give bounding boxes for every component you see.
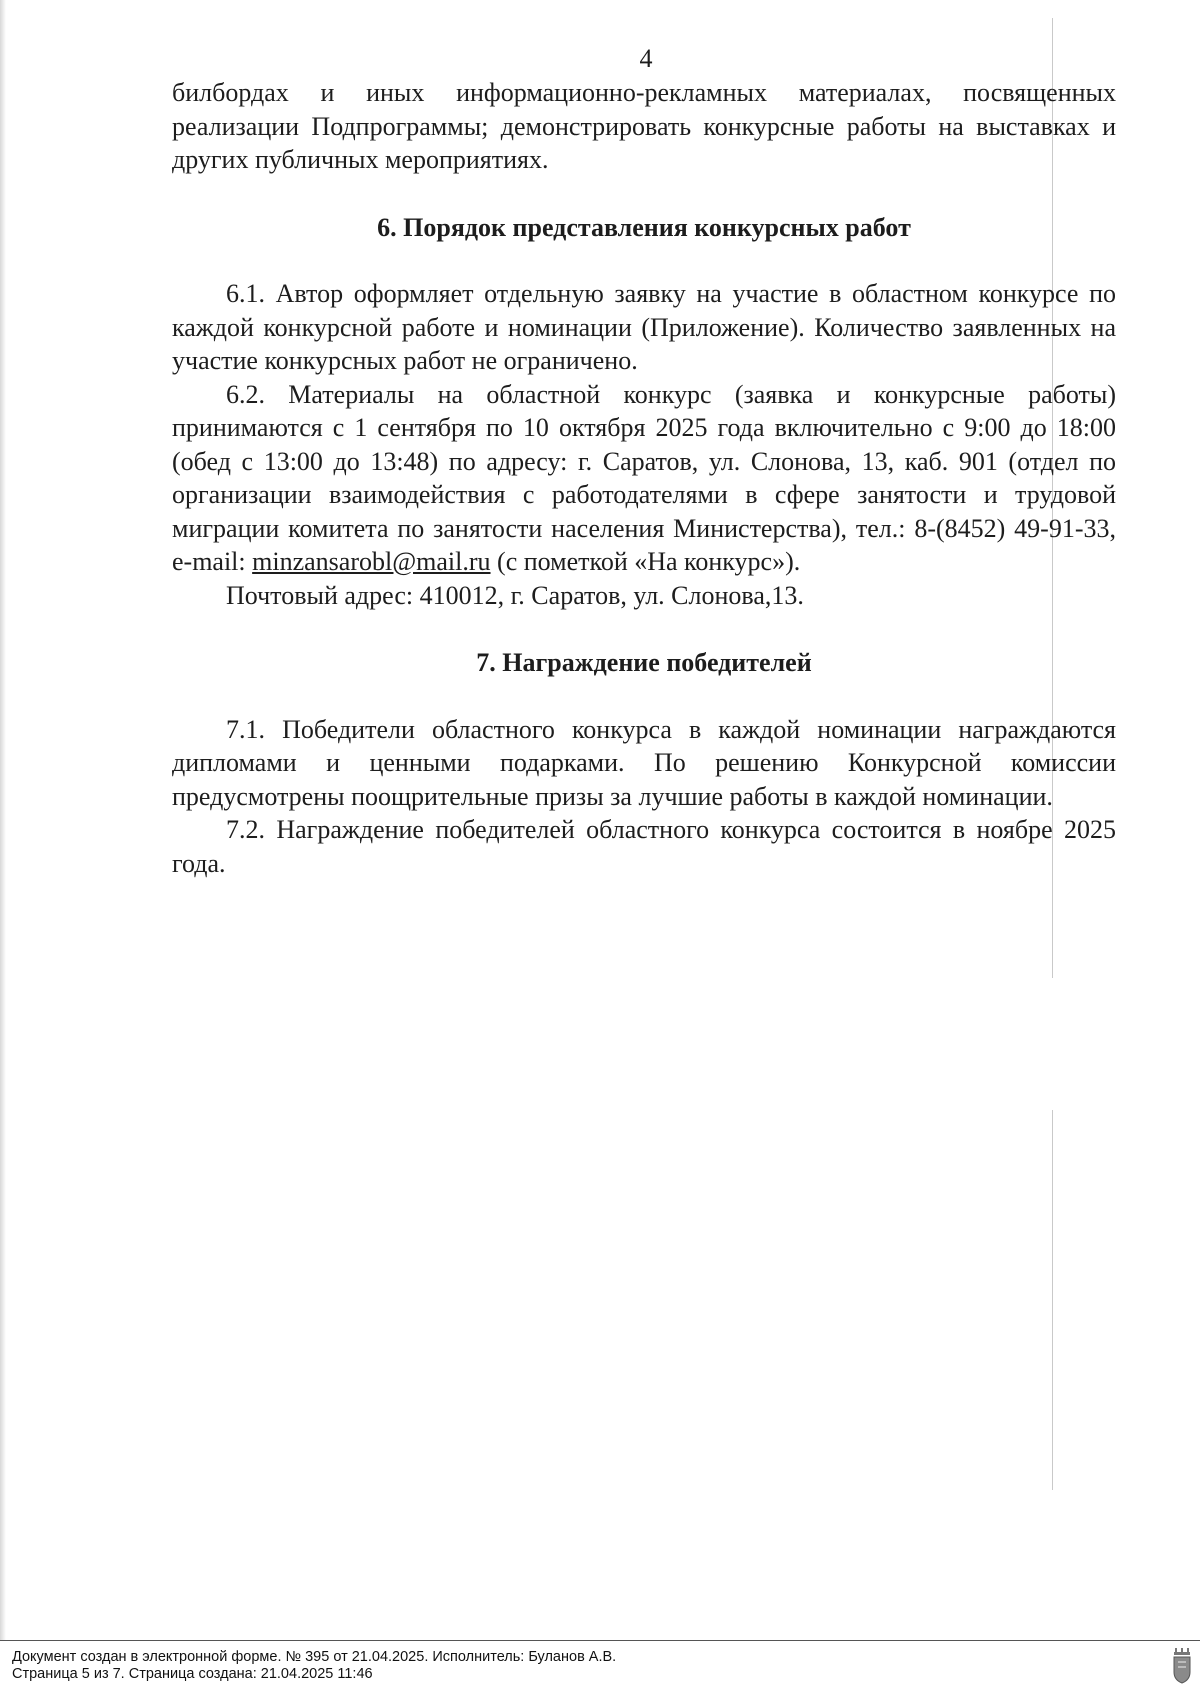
footer-line-2: Страница 5 из 7. Страница создана: 21.04.2025 11:46 <box>12 1666 373 1682</box>
scan-left-edge <box>0 0 6 1698</box>
paragraph-6-2-text: 6.2. Материалы на областной конкурс (заявка и конкурсные работы) принимаются с 1 сентября по 10 октября 2025 года включительно с 9:00 до 18:00 (обед с 13:00 до 13:48) по адресу: г. Саратов, ул. Слонова, 13, каб. 901 (отдел по организации взаимодействия с работодателями в сфере занятости и трудовой миграции комитета по занятости населения Министерства), тел.: 8-(8452) 49-91-33, e-mail: <box>172 379 1116 576</box>
document-body <box>172 44 1116 880</box>
section-7-title: 7. Награждение победителей <box>476 648 812 677</box>
paragraph-6-2-tail: (с пометкой «На конкурс»). <box>490 547 801 576</box>
paragraph-6-2 <box>172 378 1116 579</box>
coat-of-arms-icon <box>1172 1648 1192 1684</box>
email-link[interactable]: minzansarobl@mail.ru <box>252 547 491 576</box>
paragraph-6-1: 6.1. Автор оформляет отдельную заявку на участие в областном конкурсе по каждой конкурсной работе и номинации (Приложение). Количество заявленных на участие конкурсных работ не ограничено. <box>172 279 1116 375</box>
paragraph-7-1: 7.1. Победители областного конкурса в каждой номинации награждаются дипломами и ценными подарками. По решению Конкурсной комиссии предусмотрены поощрительные призы за лучшие работы в каждой номинации. <box>172 714 1116 811</box>
footer-text <box>12 1649 616 1683</box>
page-number: 4 <box>639 44 653 73</box>
paragraph-7-2: 7.2. Награждение победителей областного конкурса состоится в ноябре 2025 года. <box>172 815 1116 878</box>
footer-line-1: Документ создан в электронной форме. № 395 от 21.04.2025. Исполнитель: Буланов А.В. <box>12 1649 617 1665</box>
postal-address: Почтовый адрес: 410012, г. Саратов, ул. Слонова,13. <box>226 580 804 610</box>
document-footer <box>0 1640 1200 1698</box>
intro-paragraph: билбордах и иных информационно-рекламных материалах, посвященных реализации Подпрограммы; демонстрировать конкурсные работы на выставках и других публичных мероприятиях. <box>172 78 1116 174</box>
section-6-title: 6. Порядок представления конкурсных работ <box>377 212 911 242</box>
scan-fold-line <box>1052 1110 1053 1490</box>
